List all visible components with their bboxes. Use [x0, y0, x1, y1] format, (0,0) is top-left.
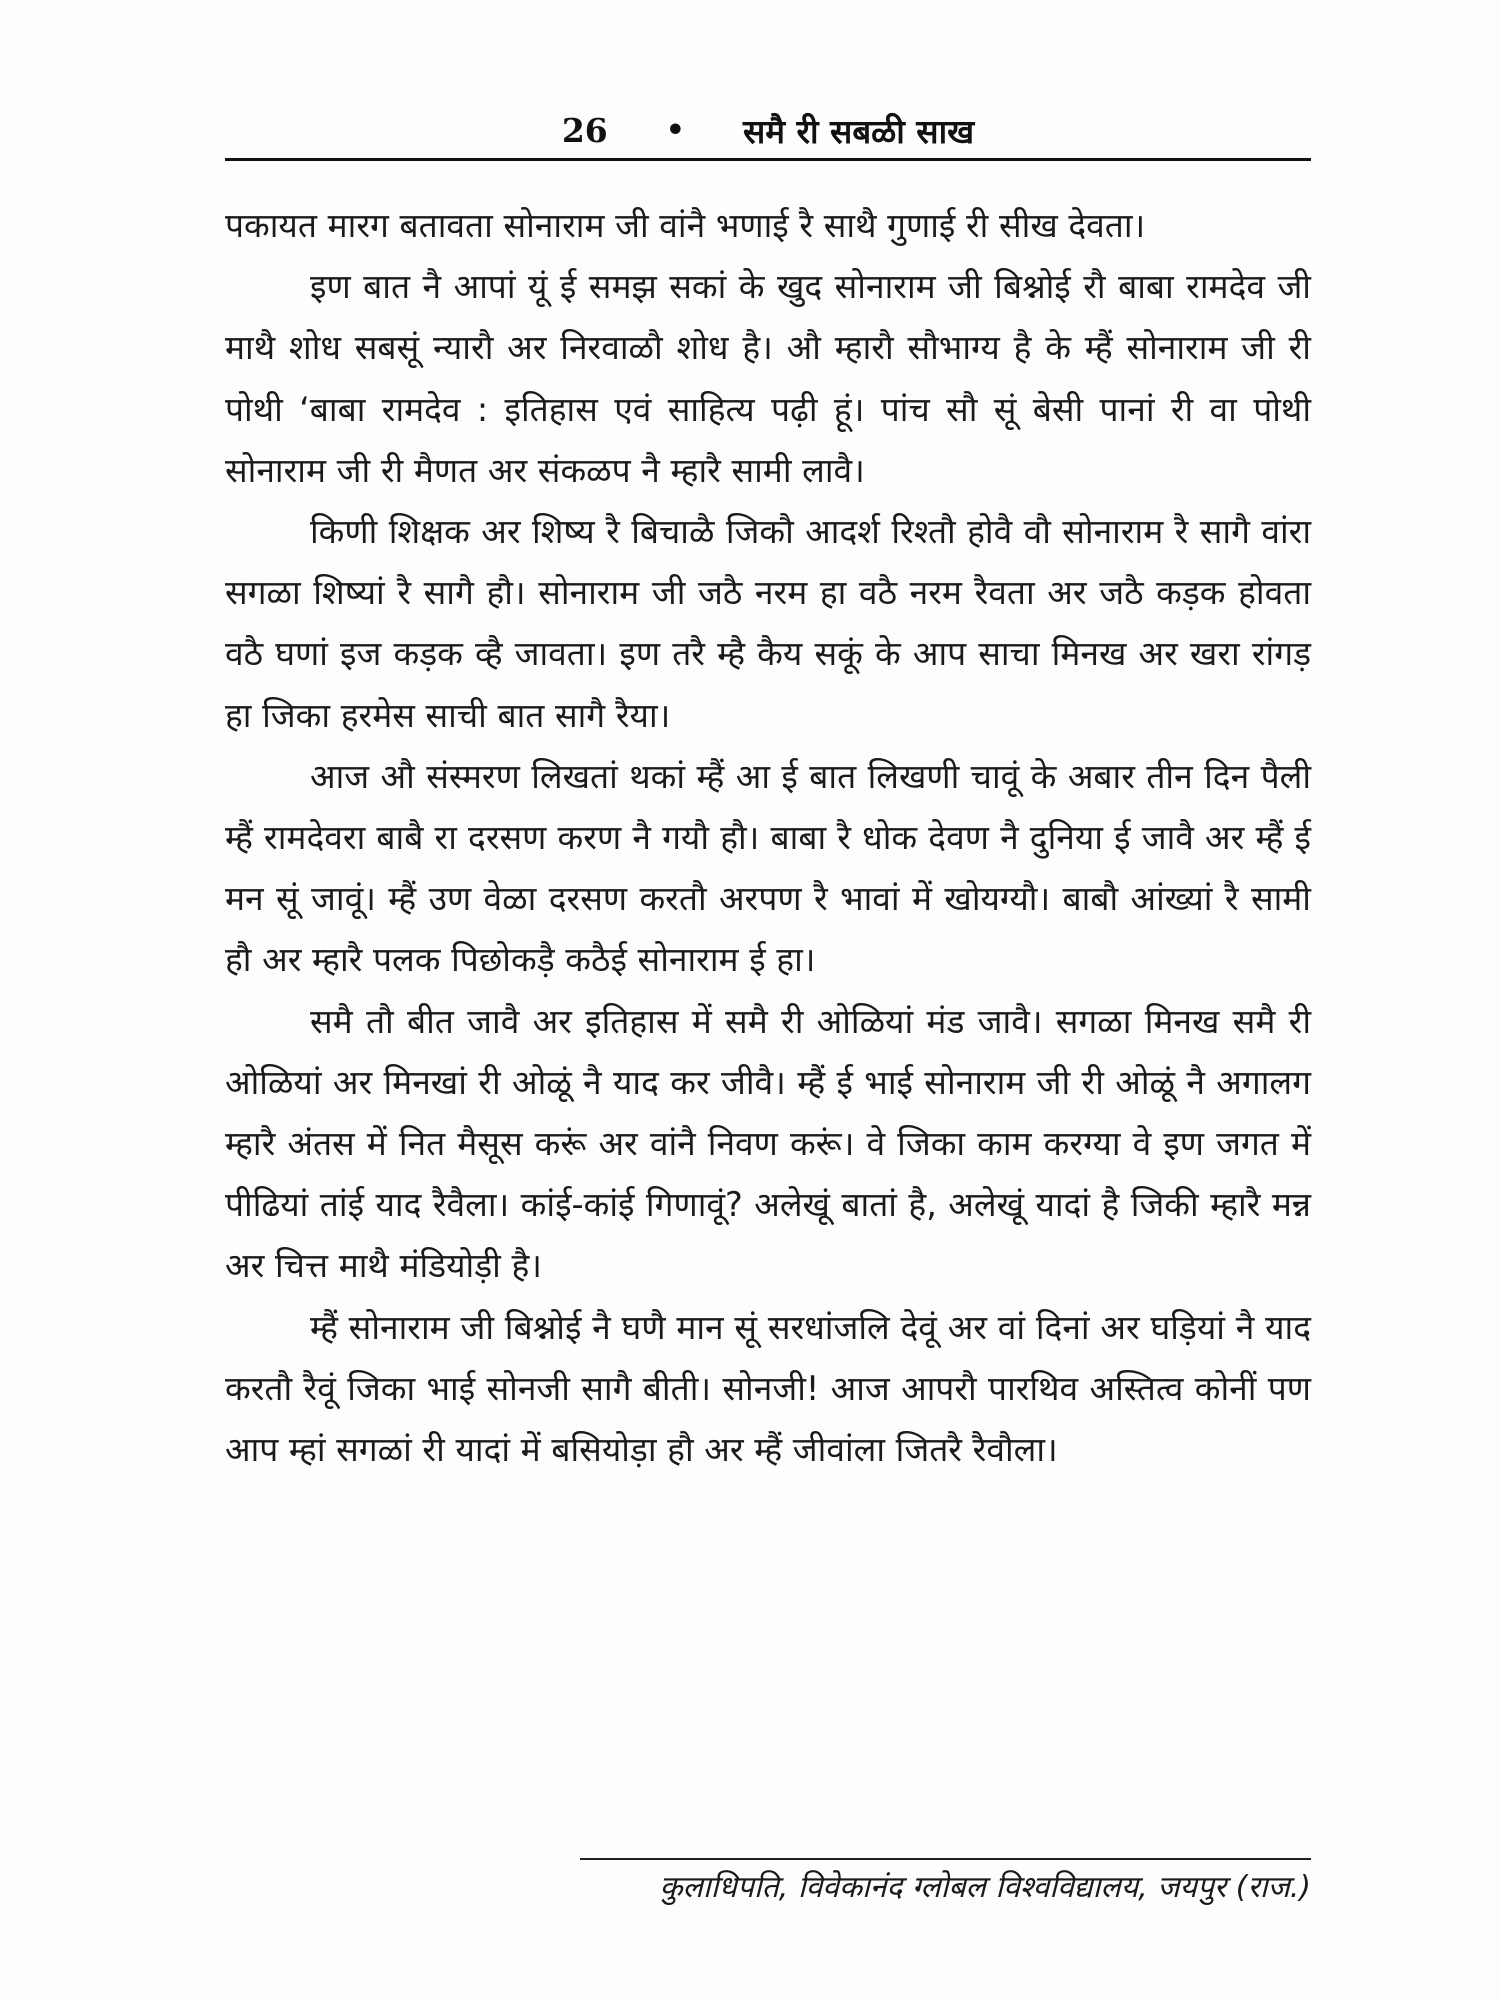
paragraph-continuation: पकायत मारग बतावता सोनाराम जी वांनै भणाई रै साथै गुणाई री सीख देवता। — [225, 206, 1146, 245]
running-header — [225, 100, 1311, 160]
book-title: समै री सबळी साख — [742, 111, 975, 151]
body-text — [225, 195, 1311, 1480]
footnote-rule — [580, 1858, 1311, 1860]
paragraph: किणी शिक्षक अर शिष्य रै बिचाळै जिकौ आदर्श रिश्तौ होवै वौ सोनाराम रै सागै वांरा सगळा शिष्यां रै सागै हौ। सोनाराम जी जठै नरम हा वठै नरम रैवता अर जठै कड़क होवता वठै घणां इज कड़क व्है जावता। इण तरै म्है कैय सकूं के आप साचा मिनख अर खरा रांगड़ हा जिका हरमेस साची बात सागै रैया। — [225, 512, 1311, 735]
paragraph: म्हैं सोनाराम जी बिश्नोई नै घणै मान सूं सरधांजलि देवूं अर वां दिनां अर घड़ियां नै याद करतौ रैवूं जिका भाई सोनजी सागै बीती। सोनजी! आज आपरौ पारथिव अस्तित्व कोनीं पण आप म्हां सगळां री यादां में बसियोड़ा हौ अर म्हैं जीवांला जितरै रैवौला। — [225, 1307, 1311, 1470]
paragraph: आज औ संस्मरण लिखतां थकां म्हैं आ ई बात लिखणी चावूं के अबार तीन दिन पैली म्हैं रामदेवरा बाबै रा दरसण करण नै गयौ हौ। बाबा रै धोक देवण नै दुनिया ई जावै अर म्हैं ई मन सूं जावूं। म्हैं उण वेळा दरसण करतौ अरपण रै भावां में खोयग्यौ। बाबौ आंख्यां रै सामी हौ अर म्हारै पलक पिछोकड़ै कठैई सोनाराम ई हा। — [225, 756, 1311, 980]
paragraph: समै तौ बीत जावै अर इतिहास में समै री ओळियां मंड जावै। सगळा मिनख समै री ओळियां अर मिनखां री ओळूं नै याद कर जीवै। म्हैं ई भाई सोनाराम जी री ओळूं नै अगालग म्हारै अंतस में नित मैसूस करूं अर वांनै निवण करूं। वे जिका काम करग्या वे इण जगत में पीढियां तांई याद रैवैला। कांई-कांई गिणावूं? अलेखूं बातां है, अलेखूं यादां है जिकी म्हारै मन्न अर चित्त माथै मंडियोड़ी है। — [225, 1001, 1311, 1286]
author-affiliation: कुलाधिपति, विवेकानंद ग्लोबल विश्वविद्यालय, जयपुर (राज.) — [659, 1870, 1311, 1905]
header-bullet: • — [665, 112, 685, 148]
paragraph: इण बात नै आपां यूं ई समझ सकां के खुद सोनाराम जी बिश्नोई रौ बाबा रामदेव जी माथै शोध सबसूं न्यारौ अर निरवाळौ शोध है। औ म्हारौ सौभाग्य है के म्हैं सोनाराम जी री पोथी ‘बाबा रामदेव : इतिहास एवं साहित्य पढ़ी हूं। पांच सौ सूं बेसी पानां री वा पोथी सोनाराम जी री मैणत अर संकळप नै म्हारै सामी लावै। — [225, 267, 1311, 490]
page-number: 26 — [561, 110, 608, 150]
header-rule — [225, 158, 1311, 161]
